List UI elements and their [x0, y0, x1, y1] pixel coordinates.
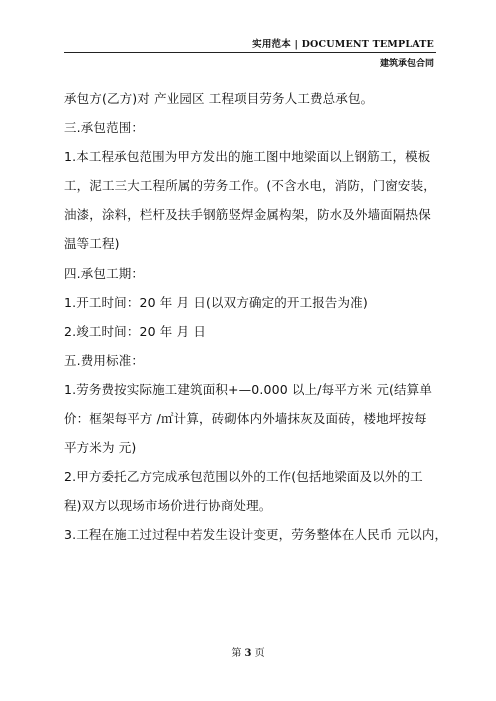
- body-line: 2.竣工时间：20 年 月 日: [64, 323, 207, 339]
- header-divider: [64, 52, 436, 53]
- page-footer: [0, 644, 496, 659]
- body-line: 油漆，涂料，栏杆及扶手钢筋竖焊金属构架，防水及外墙面隔热保: [64, 207, 431, 223]
- body-line: 1.本工程承包范围为甲方发出的施工图中地梁面以上钢筋工，模板: [64, 149, 431, 165]
- body-line: 工，泥工三大工程所属的劳务工作。(不含水电，消防，门窗安装，: [64, 178, 436, 194]
- body-line: 1.开工时间：20 年 月 日(以双方确定的开工报告为准): [64, 294, 368, 310]
- body-line: 3.工程在施工过过程中若发生设计变更，劳务整体在人民币 元以内，: [64, 527, 448, 543]
- page-number-prefix: 第: [231, 648, 242, 659]
- body-line: 2.甲方委托乙方完成承包范围以外的工作(包括地梁面及以外的工: [64, 469, 423, 485]
- page-number: 3: [244, 648, 252, 659]
- body-line: 程)双方以现场市场价进行协商处理。: [64, 498, 272, 514]
- document-body: [64, 91, 448, 557]
- body-line: 平方米为 元): [64, 440, 137, 456]
- section-heading: 四.承包工期：: [64, 265, 145, 281]
- section-heading: 三.承包范围：: [64, 120, 145, 136]
- page-header: [0, 0, 496, 70]
- body-line: 温等工程): [64, 236, 120, 252]
- body-line: 价：框架每平方 /㎡计算，砖砌体内外墙抹灰及面砖，楼地坪按每: [64, 411, 427, 427]
- body-line: 1.劳务费按实际施工建筑面积+—0.000 以上/每平方米 元(结算单: [64, 381, 432, 397]
- body-line: 承包方(乙方)对 产业园区 工程项目劳务人工费总承包。: [64, 91, 374, 106]
- header-title: 实用范本 | DOCUMENT TEMPLATE: [252, 39, 434, 50]
- section-heading: 五.费用标准：: [64, 352, 145, 368]
- page-number-suffix: 页: [254, 648, 265, 659]
- header-subtitle: 建筑承包合同: [379, 59, 434, 69]
